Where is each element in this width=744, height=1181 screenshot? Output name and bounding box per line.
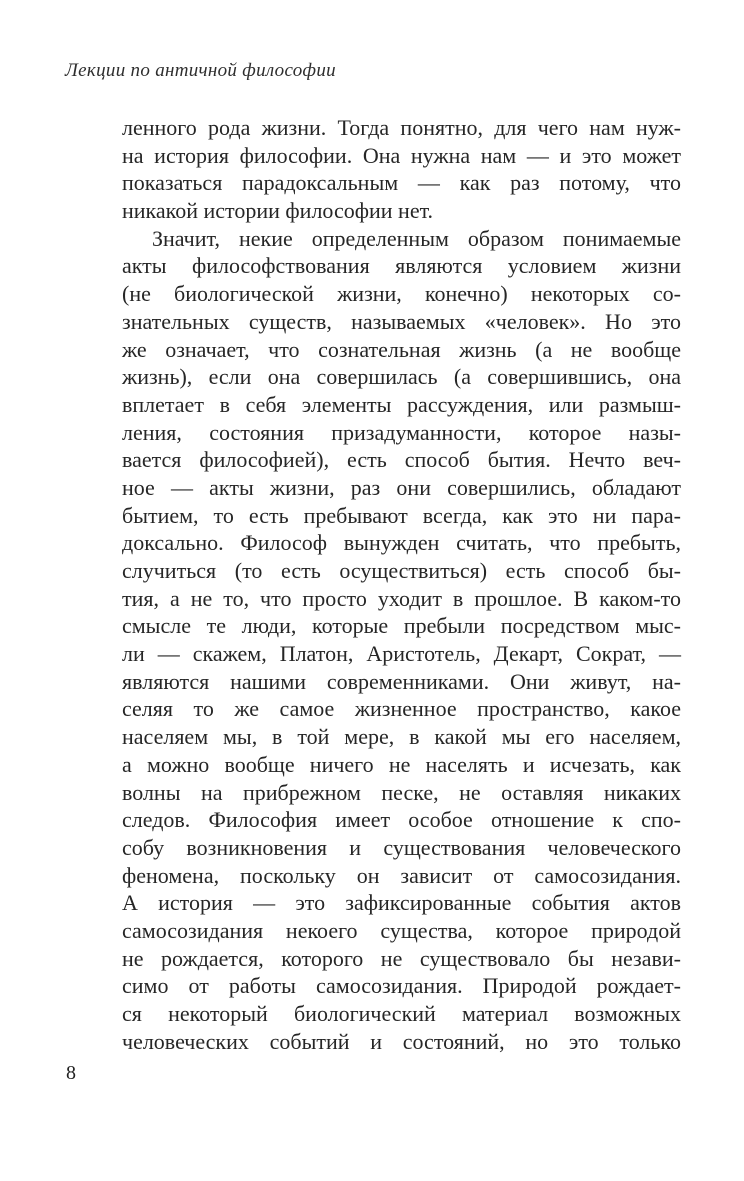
text-line: ное — акты жизни, раз они совершились, обладают — [122, 474, 681, 500]
text-line: симо от работы самосозидания. Природой рождает- — [122, 973, 681, 999]
text-line: феномена, поскольку он зависит от самосозидания. — [122, 862, 681, 888]
text-line: не рождается, которого не существовало бы незави- — [122, 945, 681, 971]
text-line: следов. Философия имеет особое отношение к спо- — [122, 807, 681, 833]
text-line: самосозидания некоего существа, которое природой — [122, 917, 681, 943]
text-line: а можно вообще ничего не населять и исчезать, как — [122, 751, 681, 777]
text-line: случиться (то есть осуществиться) есть способ бы- — [122, 558, 681, 583]
text-line: доксально. Философ вынужден считать, что пребыть, — [122, 530, 681, 556]
running-header: Лекции по античной философии — [65, 60, 336, 81]
text-line: тия, а не то, что просто уходит в прошлое. В каком-то — [122, 585, 681, 611]
text-line: являются нашими современниками. Они живут, на- — [122, 668, 681, 694]
text-line: человеческих событий и состояний, но это только — [122, 1028, 681, 1054]
text-line: ленного рода жизни. Тогда понятно, для чего нам нуж- — [122, 115, 681, 140]
text-line: (не биологической жизни, конечно) некоторых со- — [122, 281, 681, 307]
text-line: акты философствования являются условием жизни — [122, 253, 681, 279]
text-line: ления, состояния призадуманности, которое назы- — [122, 419, 681, 445]
text-line: вается философией), есть способ бытия. Нечто веч- — [122, 447, 681, 473]
text-line: на история философии. Она нужна нам — и это может — [122, 142, 681, 168]
text-line: показаться парадоксальным — как раз потому, что — [122, 170, 681, 196]
text-line: населяем мы, в той мере, в какой мы его населяем, — [122, 724, 681, 750]
text-line: вплетает в себя элементы рассуждения, или размыш- — [122, 391, 681, 417]
text-line: А история — это зафиксированные события актов — [122, 890, 681, 916]
page-number: 8 — [66, 1062, 76, 1084]
text-line: жизнь), если она совершилась (а совершившись, она — [122, 364, 681, 390]
text-line: же означает, что сознательная жизнь (а не вообще — [122, 336, 681, 362]
text-line: бытием, то есть пребывают всегда, как это ни пара- — [122, 502, 681, 528]
text-line: ли — скажем, Платон, Аристотель, Декарт, Сократ, — — [122, 641, 681, 667]
text-line: селяя то же самое жизненное пространство, какое — [122, 696, 681, 722]
body-text-block — [122, 114, 681, 1055]
text-line: смысле те люди, которые пребыли посредством мыс- — [122, 613, 681, 639]
text-line: знательных существ, называемых «человек». Но это — [122, 308, 681, 334]
text-line: собу возникновения и существования человеческого — [122, 834, 681, 860]
text-line: волны на прибрежном песке, не оставляя никаких — [122, 779, 681, 805]
text-line: никакой истории философии нет. — [122, 198, 434, 224]
text-line: ся некоторый биологический материал возможных — [122, 1001, 681, 1026]
text-line: Значит, некие определенным образом понимаемые — [152, 225, 681, 251]
